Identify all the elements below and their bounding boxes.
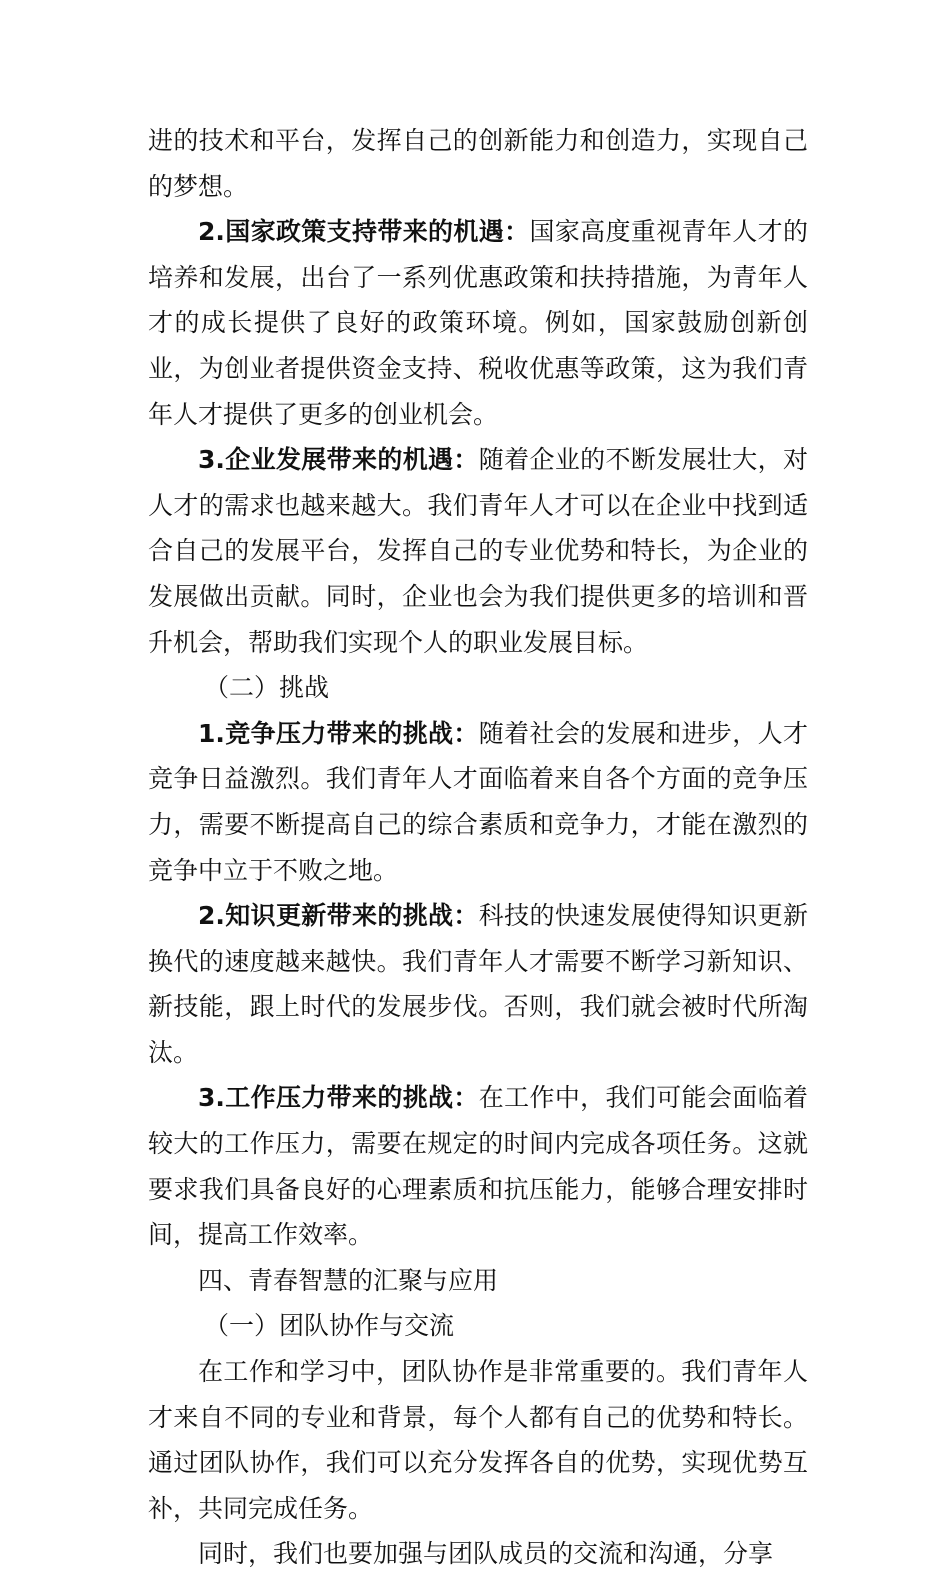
paragraph-competition-challenge <box>148 711 808 893</box>
paragraph-text: 进的技术和平台，发挥自己的创新能力和创造力，实现自己的梦想。 <box>148 126 808 201</box>
paragraph-text: 科技的快速发展使得知识更新换代的速度越来越快。我们青年人才需要不断学习新知识、新技能，跟上时代的发展步伐。否则，我们就会被时代所淘汰。 <box>148 901 808 1067</box>
paragraph-text: 同时，我们也要加强与团队成员的交流和沟通，分享 <box>198 1539 774 1569</box>
paragraph-lead: 1.竞争压力带来的挑战： <box>198 718 479 748</box>
document-page <box>148 118 808 1577</box>
paragraph-lead: 2.知识更新带来的挑战： <box>198 901 479 931</box>
paragraph-lead: 2.国家政策支持带来的机遇： <box>198 217 530 247</box>
paragraph-lead: 3.企业发展带来的机遇： <box>198 445 479 475</box>
paragraph-work-pressure-challenge <box>148 1075 808 1257</box>
section-heading-challenges <box>148 665 808 711</box>
paragraph-text: 国家高度重视青年人才的培养和发展，出台了一系列优惠政策和扶持措施，为青年人才的成长提供了良好的政策环境。例如，国家鼓励创新创业，为创业者提供资金支持、税收优惠等政策，这为我们青年人才提供了更多的创业机会。 <box>148 217 808 429</box>
paragraph-teamwork <box>148 1349 808 1531</box>
paragraph-knowledge-challenge <box>148 893 808 1075</box>
paragraph-text: 随着企业的不断发展壮大，对人才的需求也越来越大。我们青年人才可以在企业中找到适合自己的发展平台，发挥自己的专业优势和特长，为企业的发展做出贡献。同时，企业也会为我们提供更多的培训和晋升机会，帮助我们实现个人的职业发展目标。 <box>148 445 808 657</box>
heading-text: （一）团队协作与交流 <box>204 1311 455 1341</box>
paragraph-text: 随着社会的发展和进步，人才竞争日益激烈。我们青年人才面临着来自各个方面的竞争压力，需要不断提高自己的综合素质和竞争力，才能在激烈的竞争中立于不败之地。 <box>148 718 808 885</box>
paragraph-enterprise-opportunity <box>148 437 808 665</box>
paragraph-lead: 3.工作压力带来的挑战： <box>198 1083 479 1113</box>
paragraph-continuation <box>148 118 808 209</box>
section-heading-teamwork <box>148 1303 808 1349</box>
section-heading-youth-wisdom <box>148 1258 808 1304</box>
paragraph-policy-opportunity <box>148 209 808 437</box>
paragraph-communication <box>148 1531 808 1577</box>
heading-text: （二）挑战 <box>204 673 330 703</box>
paragraph-text: 在工作中，我们可能会面临着较大的工作压力，需要在规定的时间内完成各项任务。这就要求我们具备良好的心理素质和抗压能力，能够合理安排时间，提高工作效率。 <box>148 1083 808 1250</box>
paragraph-text: 在工作和学习中，团队协作是非常重要的。我们青年人才来自不同的专业和背景，每个人都有自己的优势和特长。通过团队协作，我们可以充分发挥各自的优势，实现优势互补，共同完成任务。 <box>148 1357 808 1523</box>
heading-text: 四、青春智慧的汇聚与应用 <box>198 1265 499 1295</box>
